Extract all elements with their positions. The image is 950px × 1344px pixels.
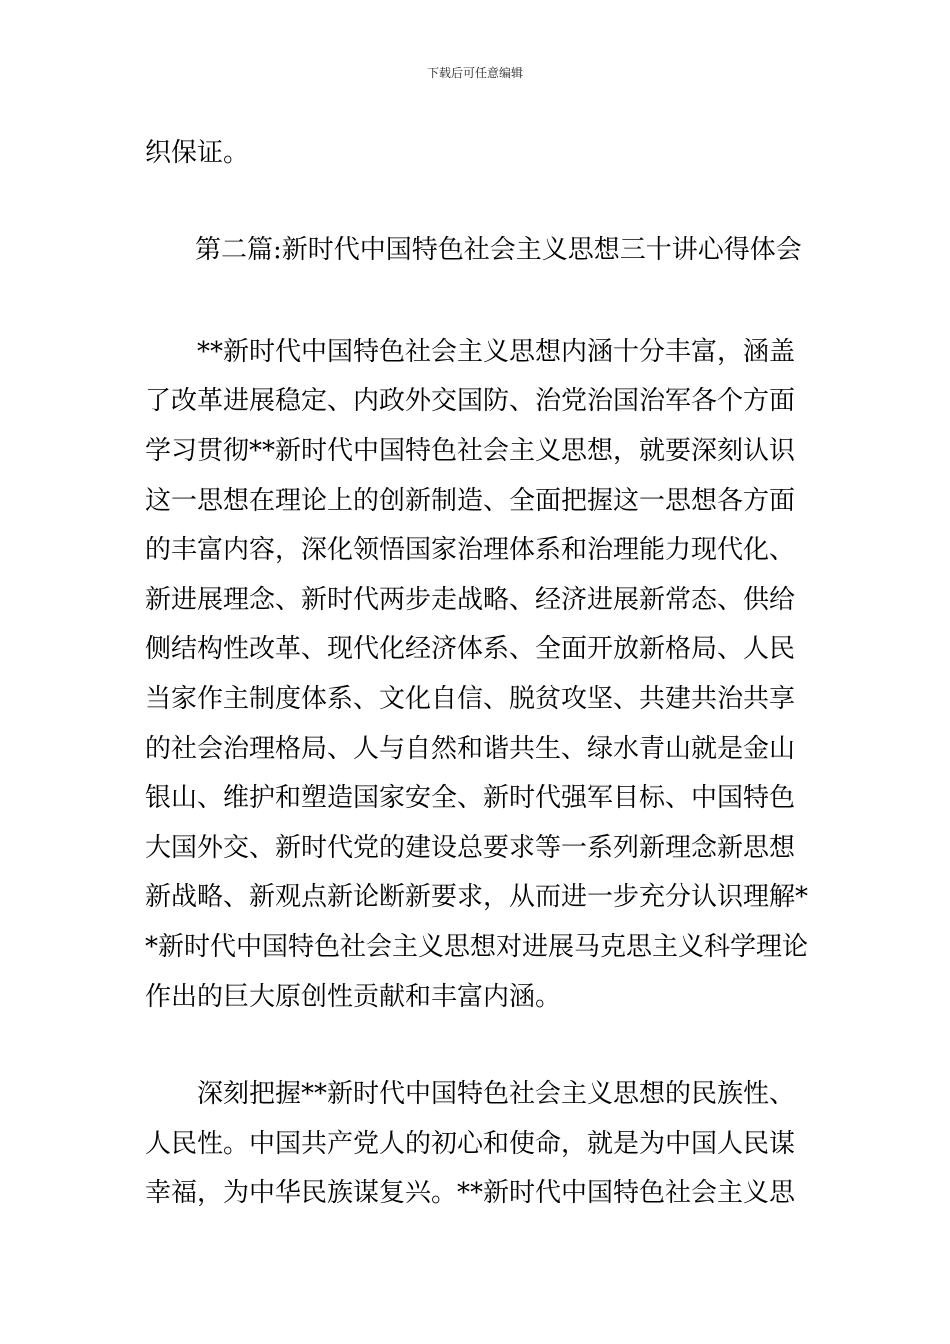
text-line: 深刻把握**新时代中国特色社会主义思想的民族性、 bbox=[197, 1079, 796, 1109]
text-line: 的社会治理格局、人与自然和谐共生、绿水青山就是金山 bbox=[145, 734, 796, 764]
text-line: 幸福，为中华民族谋复兴。**新时代中国特色社会主义思 bbox=[145, 1178, 796, 1208]
text-line: 新进展理念、新时代两步走战略、经济进展新常态、供给 bbox=[145, 585, 796, 615]
text-line: 了改革进展稳定、内政外交国防、治党治国治军各个方面 bbox=[145, 386, 796, 416]
header-note: 下载后可任意编辑 bbox=[426, 66, 523, 80]
text-line: 当家作主制度体系、文化自信、脱贫攻坚、共建共治共享 bbox=[145, 684, 796, 714]
text-line: 新战略、新观点新论断新要求，从而进一步充分认识理解* bbox=[145, 882, 809, 912]
text-line: 的丰富内容，深化领悟国家治理体系和治理能力现代化、 bbox=[145, 535, 796, 565]
text-line: 银山、维护和塑造国家安全、新时代强军目标、中国特色 bbox=[145, 783, 796, 813]
text-line: 大国外交、新时代党的建设总要求等一系列新理念新思想 bbox=[145, 833, 796, 863]
section-title: 第二篇:新时代中国特色社会主义思想三十讲心得体会 bbox=[195, 235, 802, 265]
text-line: 织保证。 bbox=[145, 138, 250, 168]
text-line: *新时代中国特色社会主义思想对进展马克思主义科学理论 bbox=[145, 932, 809, 962]
text-line: 作出的巨大原创性贡献和丰富内涵。 bbox=[145, 982, 562, 1012]
text-line: 人民性。中国共产党人的初心和使命，就是为中国人民谋 bbox=[145, 1129, 796, 1159]
text-line: 侧结构性改革、现代化经济体系、全面开放新格局、人民 bbox=[145, 634, 796, 664]
text-line: 学习贯彻**新时代中国特色社会主义思想，就要深刻认识 bbox=[145, 436, 796, 466]
text-line: 这一思想在理论上的创新制造、全面把握这一思想各方面 bbox=[145, 486, 796, 516]
text-line: **新时代中国特色社会主义思想内涵十分丰富，涵盖 bbox=[197, 337, 796, 367]
